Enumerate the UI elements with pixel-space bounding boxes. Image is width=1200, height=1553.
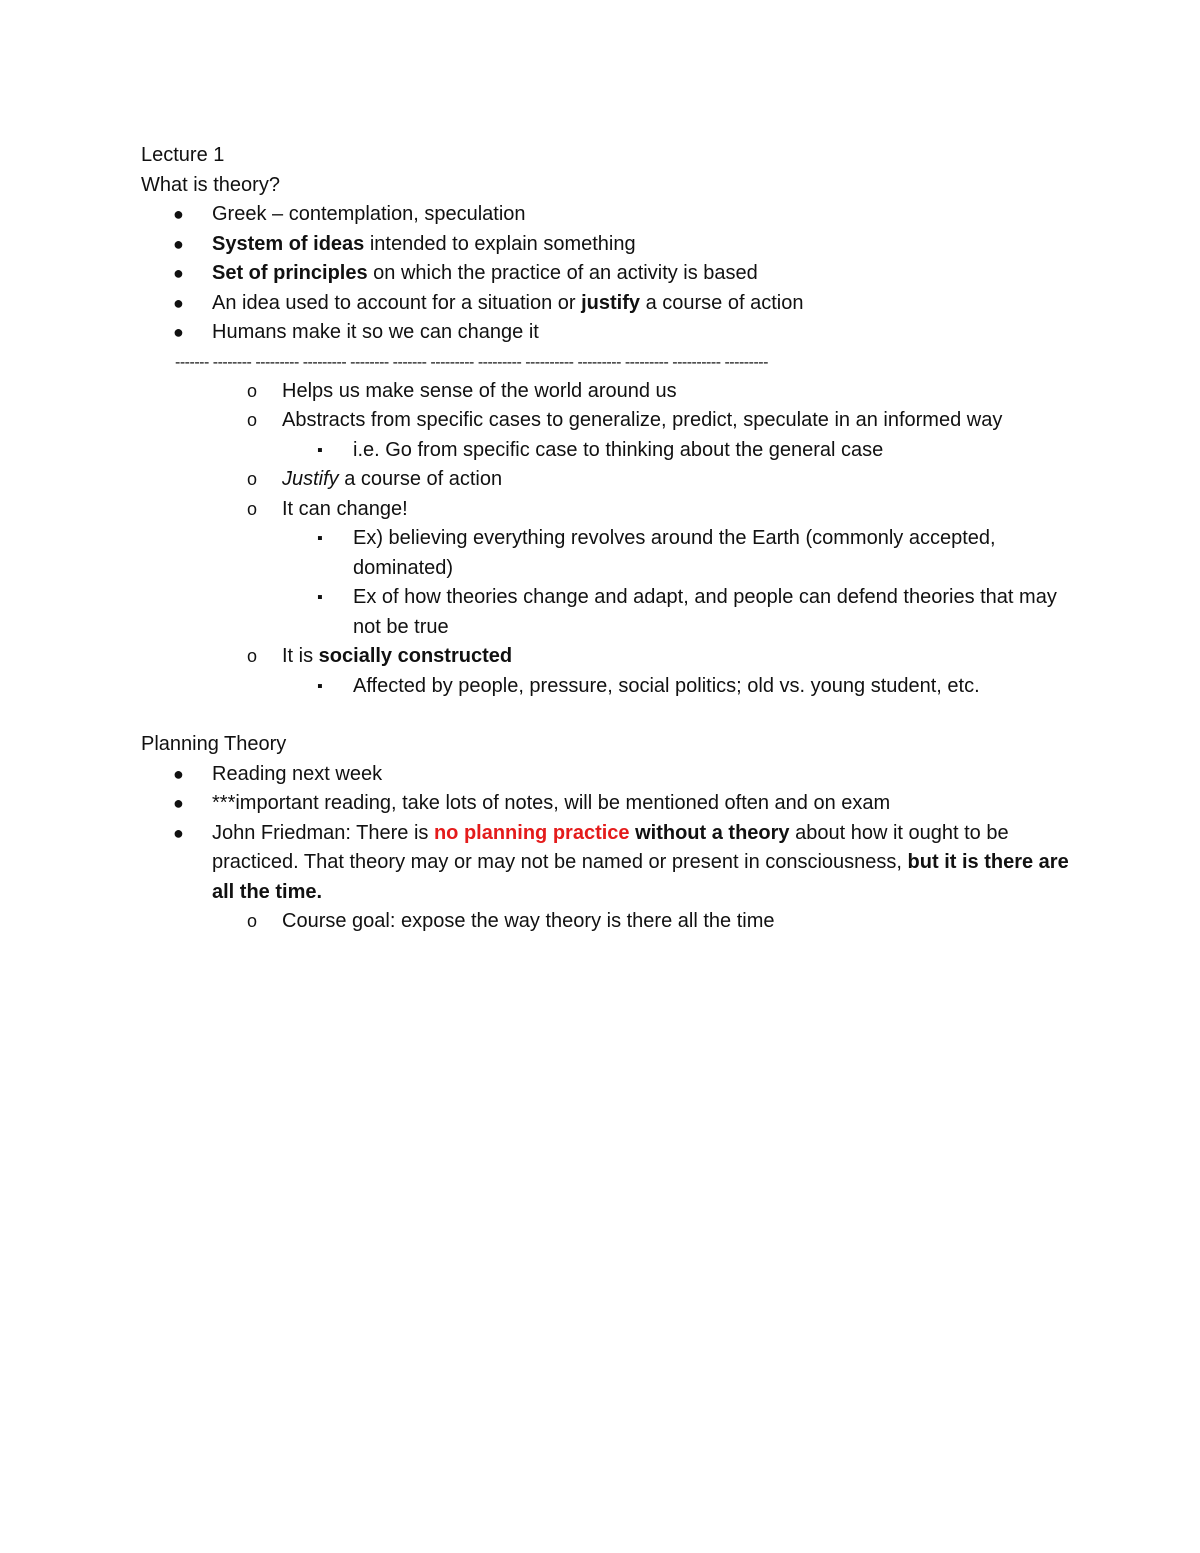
blank-line xyxy=(141,701,1071,730)
list-item-text: ***important reading, take lots of notes, will be mentioned often and on exam xyxy=(212,792,891,814)
list-item-text: Course goal: expose the way theory is there all the time xyxy=(282,910,775,932)
list-item-text: Humans make it so we can change it xyxy=(212,321,539,343)
list-item xyxy=(141,289,1071,319)
bullet-disc-icon: ● xyxy=(173,263,184,283)
list-item-text: Affected by people, pressure, social politics; old vs. young student, etc. xyxy=(353,674,980,697)
bullet-circle-icon: o xyxy=(247,498,258,519)
bullet-circle-icon: o xyxy=(247,410,258,430)
bold-text: socially constructed xyxy=(318,645,513,667)
bullet-disc-icon: ● xyxy=(173,822,184,843)
bullet-disc-icon: ● xyxy=(173,292,184,313)
list-item xyxy=(141,377,1071,407)
list-item xyxy=(141,760,1071,790)
document-body xyxy=(141,141,1071,937)
list-item xyxy=(141,406,1071,436)
bullet-square-icon: ▪ xyxy=(317,530,323,547)
section-heading-planning-theory: Planning Theory xyxy=(141,733,287,755)
list-item xyxy=(141,465,1071,495)
list-item-text: It is xyxy=(282,645,319,667)
list-item xyxy=(141,583,1071,642)
bold-text: System of ideas xyxy=(212,232,365,255)
bullet-circle-icon: o xyxy=(247,469,258,489)
bullet-circle-icon: o xyxy=(247,380,258,401)
list-item-text: a course of action xyxy=(338,468,503,490)
list-item-text: Greek – contemplation, speculation xyxy=(212,203,526,225)
list-item-text: a course of action xyxy=(640,291,804,314)
bold-text: justify xyxy=(581,291,641,314)
bullet-disc-icon: ● xyxy=(173,793,184,813)
highlighted-red-text: no planning practice xyxy=(433,821,630,844)
dashed-separator: ------- -------- --------- --------- -------- ------- --------- --------- ---------- --------- --------- ---------- --------- xyxy=(175,353,768,371)
bullet-square-icon: ▪ xyxy=(317,441,323,459)
list-item-text: Ex of how theories change and adapt, and people can defend theories that may not be true xyxy=(353,586,1057,638)
list-item-text: John Friedman: There is xyxy=(212,821,434,844)
italic-text: Justify xyxy=(282,468,339,490)
list-item xyxy=(141,230,1071,260)
list-item xyxy=(141,318,1071,348)
list-item-text: Reading next week xyxy=(212,762,383,785)
list-item-text: Abstracts from specific cases to generalize, predict, speculate in an informed way xyxy=(282,409,1003,431)
list-item xyxy=(141,907,1071,937)
bullet-disc-icon: ● xyxy=(173,233,184,254)
bullet-circle-icon: o xyxy=(247,646,258,666)
list-item-text: Helps us make sense of the world around us xyxy=(282,379,677,402)
bold-text: without a theory xyxy=(635,821,790,844)
list-item-text: It can change! xyxy=(282,497,408,520)
list-item xyxy=(141,642,1071,672)
list-item-text: on which the practice of an activity is based xyxy=(367,262,758,284)
bullet-square-icon: ▪ xyxy=(317,677,323,695)
bold-text: Set of principles xyxy=(212,262,368,284)
list-item xyxy=(141,789,1071,819)
list-item-text: An idea used to account for a situation or xyxy=(212,291,582,314)
bullet-disc-icon: ● xyxy=(173,763,184,784)
list-item xyxy=(141,819,1071,908)
list-item xyxy=(141,495,1071,525)
section-heading-what-is-theory: What is theory? xyxy=(141,173,280,196)
list-item-text: Ex) believing everything revolves around the Earth (commonly accepted, dominated) xyxy=(353,527,996,579)
lecture-title: Lecture 1 xyxy=(141,144,225,166)
bold-text: but it is there are all the time. xyxy=(212,851,1069,903)
list-item xyxy=(141,200,1071,230)
bullet-disc-icon: ● xyxy=(173,322,184,342)
list-item xyxy=(141,436,1071,466)
list-item xyxy=(141,672,1071,702)
list-item-text: about how it ought to be practiced. That theory may or may not be named or present in consciousness, xyxy=(212,821,1009,873)
list-item-text: i.e. Go from specific case to thinking about the general case xyxy=(353,438,884,461)
list-item-text: intended to explain something xyxy=(364,232,636,255)
list-item xyxy=(141,524,1071,583)
bullet-square-icon: ▪ xyxy=(317,589,323,606)
bullet-circle-icon: o xyxy=(247,911,258,931)
list-item xyxy=(141,259,1071,289)
bullet-disc-icon: ● xyxy=(173,204,184,224)
